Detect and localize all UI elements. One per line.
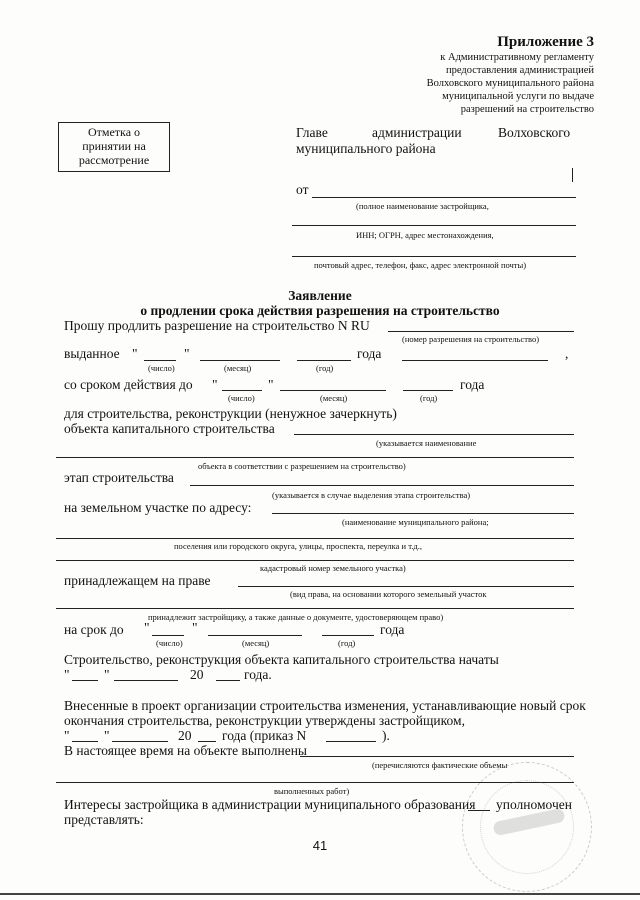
issued-by-line[interactable]: [402, 360, 548, 361]
started-quote-open: ": [64, 667, 70, 682]
started-day-line[interactable]: [72, 680, 98, 681]
right-term-quote-open: ": [144, 620, 150, 635]
authorized-word: уполномочен: [496, 797, 572, 812]
cursor-mark: [572, 168, 573, 182]
applicant-contact-hint: почтовый адрес, телефон, факс, адрес электронной почты): [314, 260, 527, 270]
order-day-line[interactable]: [72, 741, 98, 742]
term-year-word: года: [460, 377, 485, 392]
term-month-hint: (месяц): [320, 393, 348, 403]
permit-number-hint: (номер разрешения на строительство): [402, 334, 540, 344]
order-quote-open: ": [64, 728, 70, 743]
acceptance-mark-box: [58, 122, 170, 172]
issued-month-line[interactable]: [200, 360, 280, 361]
document-title: Заявление: [288, 288, 352, 303]
stage-line[interactable]: [190, 485, 574, 486]
appendix-header: [427, 34, 594, 116]
right-term-quote-close: ": [192, 620, 198, 635]
land-cadastral-line[interactable]: [56, 560, 574, 561]
term-day-line[interactable]: [222, 390, 262, 391]
object-name-hint: (указывается наименование: [376, 438, 477, 448]
purpose-text: для строительства, реконструкции (ненужное зачеркнуть): [64, 406, 397, 421]
object-label: объекта капитального строительства: [64, 421, 275, 436]
request-text: Прошу продлить разрешение на строительство N RU: [64, 318, 370, 333]
started-year-line[interactable]: [216, 680, 240, 681]
acceptance-mark-line-1: Отметка о: [87, 125, 141, 139]
right-term-label: на срок до: [64, 622, 124, 637]
issued-comma: ,: [565, 346, 569, 361]
land-district-line[interactable]: [272, 513, 574, 514]
issued-year-word: года: [357, 346, 382, 361]
land-district-hint: (наименование муниципального района;: [342, 517, 489, 527]
order-year-line[interactable]: [198, 741, 216, 742]
term-quote-open: ": [212, 377, 218, 392]
right-type-hint: (вид права, на основании которого земельный участок: [290, 589, 487, 599]
applicant-id-line[interactable]: [292, 225, 576, 226]
order-number-line[interactable]: [326, 741, 376, 742]
started-year-abbr: года.: [244, 667, 272, 682]
appendix-line-1: к Административному регламенту: [440, 52, 594, 63]
started-quote-close: ": [104, 667, 110, 682]
issued-quote-close: ": [184, 346, 190, 361]
done-volumes-line[interactable]: [300, 756, 574, 757]
right-term-year-line[interactable]: [322, 635, 374, 636]
appendix-title: Приложение 3: [497, 34, 594, 50]
addressee-word-3: Волховского: [498, 125, 571, 140]
term-year-line[interactable]: [403, 390, 453, 391]
right-document-line[interactable]: [56, 608, 574, 609]
addressee-word-2: администрации: [372, 125, 462, 140]
started-century: 20: [190, 667, 204, 682]
right-label: принадлежащем на праве: [64, 573, 211, 588]
applicant-name-hint: (полное наименование застройщика,: [356, 201, 489, 211]
interests-text-1: Интересы застройщика в администрации муниципального образования: [64, 797, 476, 812]
land-cadastral-hint: кадастровый номер земельного участка): [260, 563, 406, 573]
order-month-line[interactable]: [112, 741, 168, 742]
object-detail-hint: объекта в соответствии с разрешением на строительство): [198, 461, 406, 471]
acceptance-mark-line-3: рассмотрение: [78, 153, 150, 167]
changes-text-1: Внесенные в проект организации строительства изменения, устанавливающие новый срок: [64, 698, 586, 713]
order-quote-close: ": [104, 728, 110, 743]
done-volumes-hint: (перечисляются фактические объемы: [372, 760, 508, 770]
right-term-day-hint: (число): [156, 638, 183, 648]
done-works-hint: выполненных работ): [274, 786, 350, 796]
page-number: 41: [312, 838, 328, 853]
from-label: от: [296, 182, 309, 197]
term-day-hint: (число): [228, 393, 255, 403]
appendix-line-3: Волховского муниципального района: [426, 78, 594, 89]
issued-quote-open: ": [132, 346, 138, 361]
term-month-line[interactable]: [280, 390, 386, 391]
changes-text-2: окончания строительства, реконструкции утверждены застройщиком,: [64, 713, 465, 728]
interests-text-2: представлять:: [64, 812, 144, 827]
stage-label: этап строительства: [64, 470, 174, 485]
applicant-id-hint: ИНН; ОГРН, адрес местонахождения,: [356, 230, 494, 240]
scan-bottom-edge: [0, 893, 640, 895]
right-term-year-word: года: [380, 622, 405, 637]
order-end: ).: [382, 728, 390, 743]
term-label: со сроком действия до: [64, 377, 193, 392]
addressee-line-2: муниципального района: [296, 141, 436, 156]
term-quote-close: ": [268, 377, 274, 392]
right-term-day-line[interactable]: [152, 635, 184, 636]
construction-started-text: Строительство, реконструкция объекта капитального строительства начаты: [64, 652, 499, 667]
right-document-hint: принадлежит застройщику, а также данные о документе, удостоверяющем право): [148, 612, 444, 622]
land-label: на земельном участке по адресу:: [64, 500, 252, 515]
stage-hint: (указывается в случае выделения этапа строительства): [272, 490, 471, 500]
appendix-line-5: разрешений на строительство: [460, 104, 594, 115]
land-settlement-hint: поселения или городского округа, улицы, проспекта, переулка и т.д.,: [174, 541, 423, 551]
applicant-name-line[interactable]: [312, 197, 576, 198]
issued-label: выданное: [64, 346, 120, 361]
appendix-line-4: муниципальной услуги по выдаче: [442, 91, 594, 102]
document-subtitle: о продлении срока действия разрешения на строительство: [140, 303, 500, 318]
permit-number-line[interactable]: [388, 331, 574, 332]
appendix-line-2: предоставления администрацией: [445, 65, 594, 76]
acceptance-mark-line-2: принятии на: [82, 139, 146, 153]
done-label: В настоящее время на объекте выполнены: [64, 743, 307, 758]
issued-month-hint: (месяц): [224, 363, 252, 373]
right-type-line[interactable]: [238, 586, 574, 587]
issued-day-line[interactable]: [144, 360, 176, 361]
object-name-line[interactable]: [294, 434, 574, 435]
addressee-word-1: Главе: [296, 125, 328, 140]
right-term-month-hint: (месяц): [242, 638, 270, 648]
issued-day-hint: (число): [148, 363, 175, 373]
order-text: года (приказ N: [222, 728, 307, 743]
issued-year-hint: (год): [316, 363, 334, 373]
right-term-year-hint: (год): [338, 638, 356, 648]
applicant-contact-line[interactable]: [292, 256, 576, 257]
land-settlement-line[interactable]: [56, 538, 574, 539]
order-century: 20: [178, 728, 192, 743]
started-month-line[interactable]: [114, 680, 178, 681]
term-year-hint: (год): [420, 393, 438, 403]
issued-year-line[interactable]: [297, 360, 351, 361]
right-term-month-line[interactable]: [208, 635, 302, 636]
object-name-line-2[interactable]: [56, 457, 574, 458]
